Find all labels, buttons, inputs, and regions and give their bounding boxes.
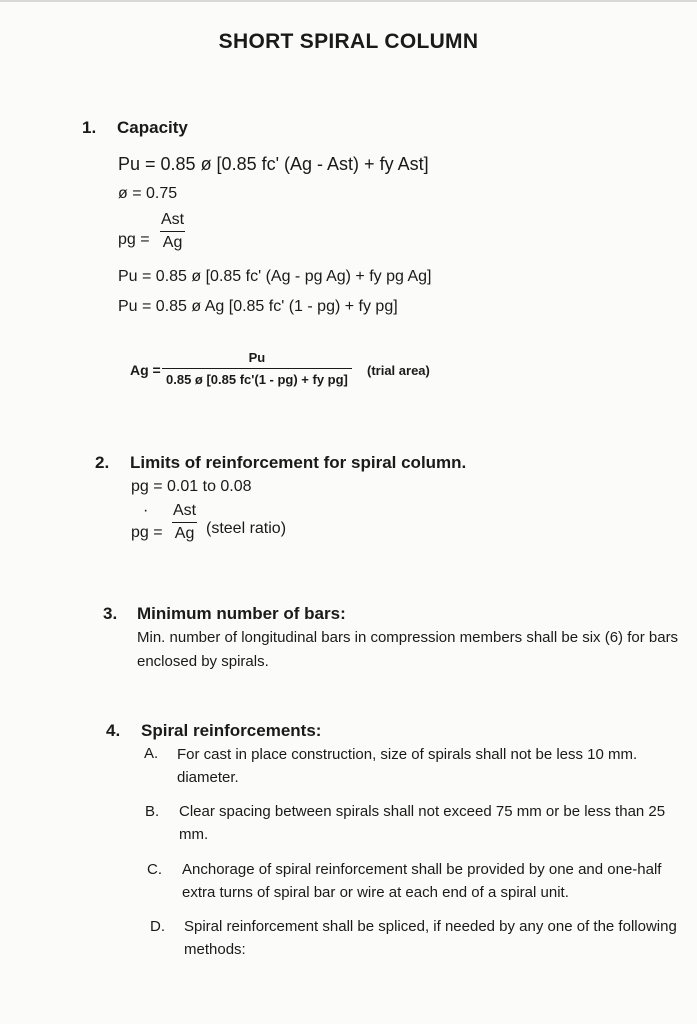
pg-fraction bbox=[158, 212, 187, 251]
pg-lhs: pg = bbox=[118, 231, 150, 248]
item-c-letter: C. bbox=[147, 861, 162, 878]
pg-lhs-2: pg = bbox=[131, 524, 163, 541]
capacity-equation-factored: Pu = 0.85 ø Ag [0.85 fc' (1 - pg) + fy pg] bbox=[118, 298, 398, 315]
page-title: SHORT SPIRAL COLUMN bbox=[218, 30, 479, 53]
section-2-heading: Limits of reinforcement for spiral column. bbox=[130, 453, 467, 472]
ag-lhs: Ag = bbox=[130, 362, 161, 378]
capacity-equation-expanded: Pu = 0.85 ø [0.85 fc' (Ag - pg Ag) + fy pg Ag] bbox=[118, 268, 432, 285]
item-b-letter: B. bbox=[145, 803, 160, 820]
section-1-number: 1. bbox=[82, 118, 97, 137]
item-d-letter: D. bbox=[150, 918, 165, 935]
page-top-edge bbox=[0, 0, 697, 2]
item-d-text: Spiral reinforcement shall be spliced, if needed by any one of the following methods: bbox=[184, 918, 677, 958]
ag-fraction bbox=[162, 351, 352, 386]
steel-ratio-note: (steel ratio) bbox=[206, 520, 287, 537]
phi-value: ø = 0.75 bbox=[118, 185, 178, 202]
section-4-heading: Spiral reinforcements: bbox=[141, 721, 322, 740]
section-3-heading: Minimum number of bars: bbox=[137, 604, 346, 623]
pg-range: pg = 0.01 to 0.08 bbox=[131, 478, 252, 495]
trial-area-note: (trial area) bbox=[367, 363, 430, 378]
section-1-heading: Capacity bbox=[117, 118, 188, 137]
pg-denominator: Ag bbox=[160, 231, 186, 251]
section-3-text: Min. number of longitudinal bars in compression members shall be six (6) for bars enclosed by spirals. bbox=[137, 629, 679, 670]
section-3-number: 3. bbox=[103, 604, 118, 623]
bullet-dot: · bbox=[143, 502, 149, 519]
pg-denominator-2: Ag bbox=[172, 522, 198, 542]
pg-fraction-2 bbox=[170, 503, 199, 542]
section-2-number: 2. bbox=[95, 453, 110, 472]
item-a-letter: A. bbox=[144, 745, 159, 762]
item-a-text: For cast in place construction, size of spirals shall not be less 10 mm. diameter. bbox=[177, 746, 638, 786]
pg-numerator: Ast bbox=[161, 211, 185, 228]
item-b-text: Clear spacing between spirals shall not exceed 75 mm or be less than 25 mm. bbox=[179, 803, 666, 843]
pg-numerator-2: Ast bbox=[173, 502, 197, 519]
item-c-text: Anchorage of spiral reinforcement shall be provided by one and one-half extra turns of spiral bar or wire at each end of a spiral unit. bbox=[182, 861, 662, 901]
capacity-equation: Pu = 0.85 ø [0.85 fc' (Ag - Ast) + fy Ast] bbox=[118, 154, 429, 174]
ag-denominator: 0.85 ø [0.85 fc'(1 - pg) + fy pg] bbox=[162, 368, 352, 386]
ag-numerator: Pu bbox=[248, 350, 266, 365]
section-4-number: 4. bbox=[106, 721, 121, 740]
